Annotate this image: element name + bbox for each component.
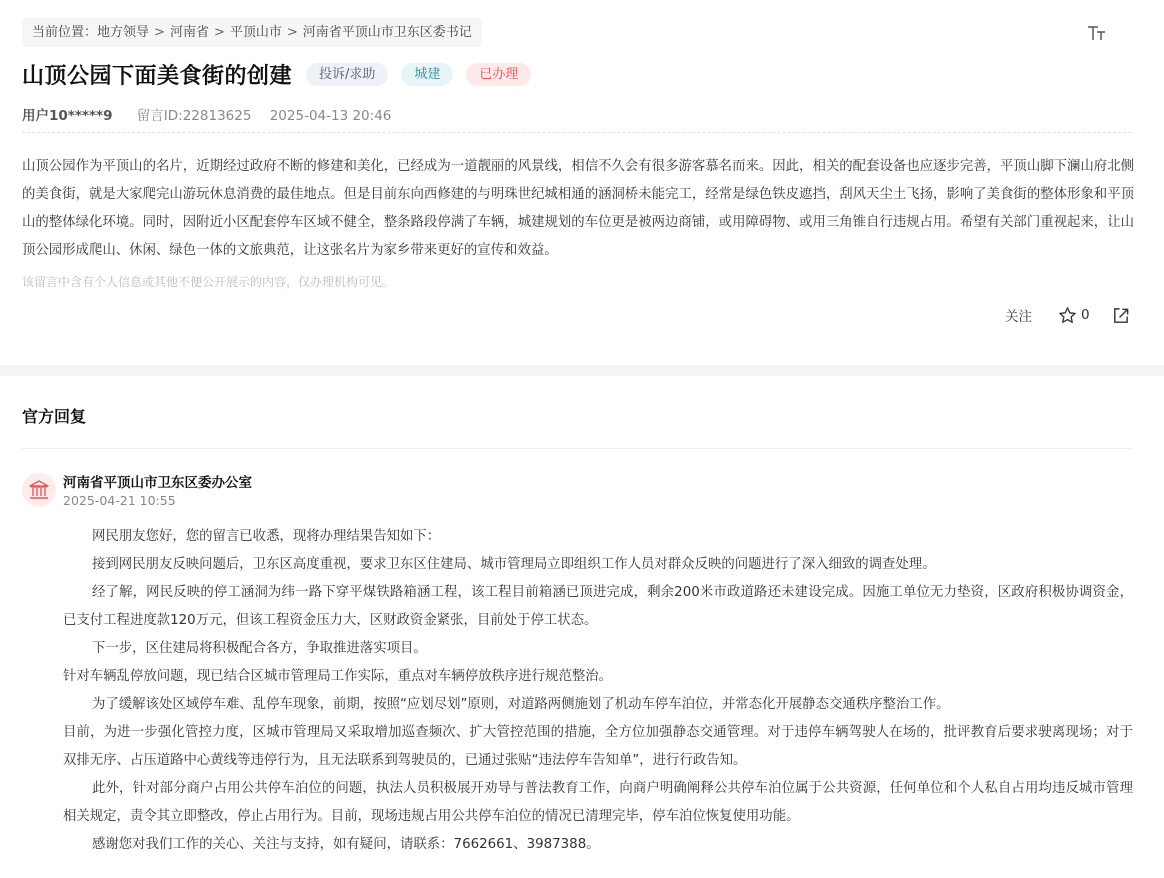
favorite-count: 0 bbox=[1081, 307, 1090, 323]
reply-paragraph: 网民朋友您好，您的留言已收悉，现将办理结果告知如下： bbox=[92, 529, 441, 544]
breadcrumb-separator: > bbox=[286, 25, 298, 40]
page-title: 山顶公园下面美食街的创建 bbox=[22, 63, 293, 89]
field-tag: 城建 bbox=[401, 63, 453, 86]
breadcrumb-separator: > bbox=[154, 25, 165, 40]
reply-time: 2025-04-21 10:55 bbox=[63, 493, 176, 508]
org-name: 河南省平顶山市卫东区委办公室 bbox=[63, 475, 252, 491]
breadcrumb-item-region[interactable]: 地方领导 bbox=[97, 25, 150, 40]
reply-paragraph: 感谢您对我们工作的关心、关注与支持，如有疑问，请联系：7662661、3987388。 bbox=[92, 837, 600, 852]
reply-paragraph: 接到网民朋友反映问题后，卫东区高度重视，要求卫东区住建局、城市管理局立即组织工作人员对群众反映的问题进行了深入细致的调查处理。 bbox=[92, 557, 936, 572]
title-row bbox=[22, 59, 531, 89]
share-button[interactable] bbox=[1111, 303, 1130, 327]
government-building-icon bbox=[28, 479, 50, 501]
breadcrumb-separator: > bbox=[213, 25, 225, 40]
reply-paragraph: 针对车辆乱停放问题，现已结合区城市管理局工作实际，重点对车辆停放秩序进行规范整治。 bbox=[63, 669, 613, 684]
reply-paragraph: 此外，针对部分商户占用公共停车泊位的问题，执法人员积极展开劝导与普法教育工作，向商户明确阐释公共停车泊位属于公共资源，任何单位和个人私自占用均违反城市管理相关规定，责令其立即整改，停止占用行为。目前，现场违规占用公共停车泊位的情况已清理完毕，停车泊位恢复使用功能。 bbox=[63, 781, 1133, 824]
star-icon bbox=[1058, 306, 1077, 325]
breadcrumb-item-leader[interactable]: 河南省平顶山市卫东区委书记 bbox=[302, 25, 472, 40]
message-id: 留言ID:22813625 bbox=[136, 108, 252, 124]
section-title: 官方回复 bbox=[22, 407, 87, 426]
message-content: 山顶公园作为平顶山的名片，近期经过政府不断的修建和美化，已经成为一道靓丽的风景线，相信不久会有很多游客慕名而来。因此，相关的配套设备也应逐步完善，平顶山脚下澜山府北侧的美食街，就是大家爬完山游玩休息消费的最佳地点。但是目前东向西修建的与明珠世纪城相通的涵洞桥未能完工，经常是绿色铁皮遮挡，刮风天尘土飞扬，影响了美食街的整体形象和平顶山的整体绿化环境。同时，因附近小区配套停车区域不健全，整条路段停满了车辆，城建规划的车位更是被两边商铺，或用障碍物、或用三角锥自行违规占用。希望有关部门重视起来，让山顶公园形成爬山、休闲、绿色一体的文旅典范，让这张名片为家乡带来更好的宣传和效益。 bbox=[22, 159, 1134, 258]
divider bbox=[22, 448, 1131, 449]
avatar bbox=[22, 473, 56, 507]
divider bbox=[22, 132, 1131, 133]
breadcrumb-prefix: 当前位置： bbox=[32, 25, 98, 40]
share-icon bbox=[1111, 306, 1130, 325]
reply-content bbox=[63, 523, 1133, 859]
favorite-button[interactable] bbox=[1058, 303, 1090, 327]
privacy-note: 该留言中含有个人信息或其他不便公开展示的内容，仅办理机构可见。 bbox=[22, 275, 395, 289]
user-name: 用户10*****9 bbox=[22, 108, 113, 124]
font-size-icon[interactable] bbox=[1086, 22, 1108, 44]
reply-paragraph: 目前，为进一步强化管控力度，区城市管理局又采取增加巡查频次、扩大管控范围的措施，全方位加强静态交通管理。对于违停车辆驾驶人在场的，批评教育后要求驶离现场；对于双排无序、占压道路中心黄线等违停行为，且无法联系到驾驶员的，已通过张贴“违法停车告知单”，进行行政告知。 bbox=[63, 725, 1133, 768]
reply-paragraph: 为了缓解该处区域停车难、乱停车现象，前期，按照“应划尽划”原则，对道路两侧施划了机动车停车泊位，并常态化开展静态交通秩序整治工作。 bbox=[92, 697, 950, 712]
reply-paragraph: 经了解，网民反映的停工涵洞为纬一路下穿平煤铁路箱涵工程，该工程目前箱涵已顶进完成，剩余200米市政道路还未建设完成。因施工单位无力垫资，区政府积极协调资金，已支付工程进度款120万元，但该工程资金压力大，区财政资金紧张，目前处于停工状态。 bbox=[63, 585, 1133, 628]
follow-label: 关注 bbox=[1005, 309, 1032, 325]
status-badge: 已办理 bbox=[466, 63, 531, 86]
breadcrumb-item-city[interactable]: 平顶山市 bbox=[229, 25, 282, 40]
breadcrumb bbox=[22, 18, 482, 47]
follow-button[interactable] bbox=[1005, 303, 1032, 327]
message-card bbox=[0, 0, 1164, 365]
category-tag: 投诉/求助 bbox=[306, 63, 388, 86]
breadcrumb-item-province[interactable]: 河南省 bbox=[169, 25, 209, 40]
message-time: 2025-04-13 20:46 bbox=[269, 108, 392, 124]
reply-paragraph: 下一步，区住建局将积极配合各方，争取推进落实项目。 bbox=[92, 641, 427, 656]
message-meta bbox=[22, 104, 391, 124]
